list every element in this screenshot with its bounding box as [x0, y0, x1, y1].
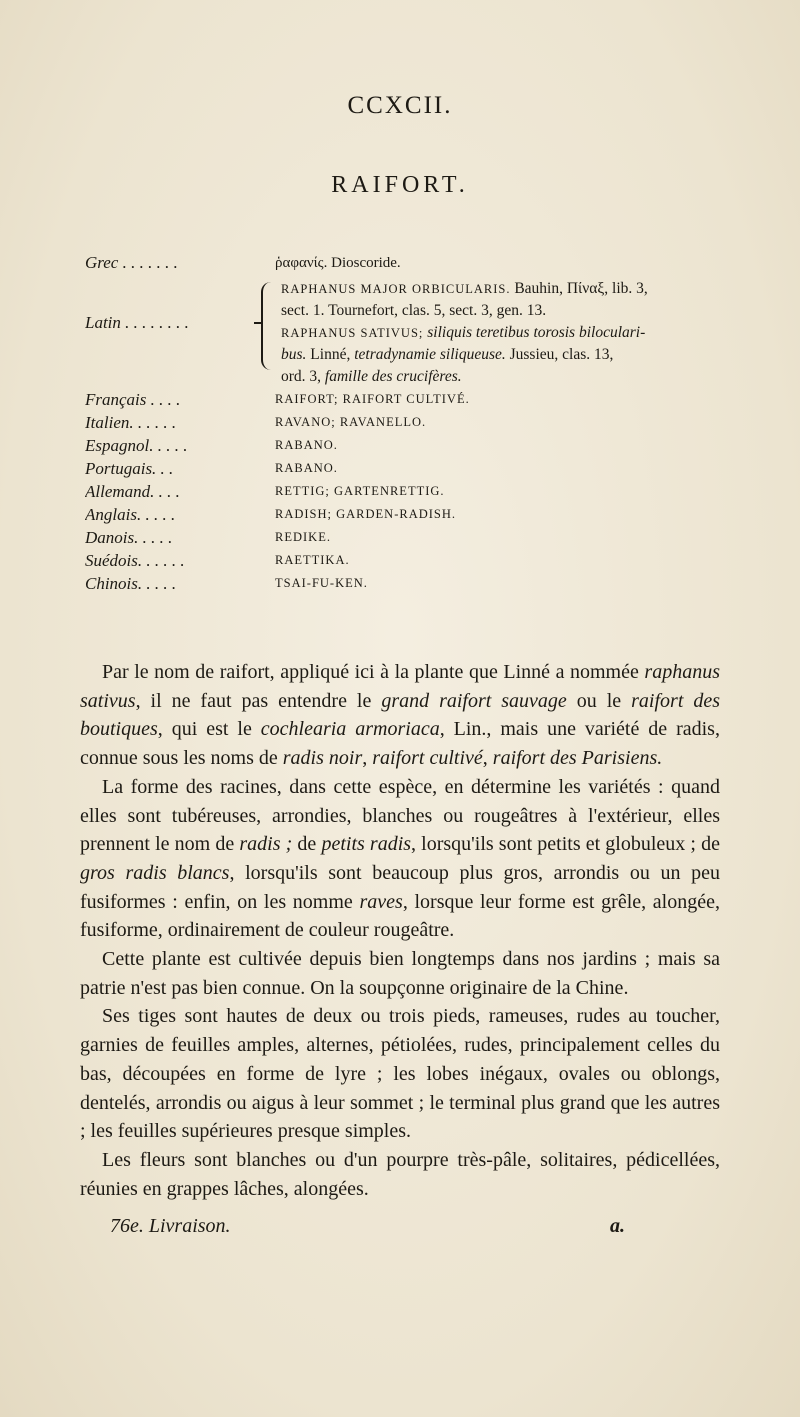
name-value: RADISH; GARDEN-RADISH.: [275, 507, 457, 521]
language-label: Suédois. . . . . .: [85, 551, 185, 570]
language-label: Espagnol. . . . .: [85, 436, 188, 455]
page-footer: [80, 1215, 720, 1245]
name-value: RAETTIKA.: [275, 553, 350, 567]
language-label: Italien. . . . . .: [85, 413, 177, 432]
name-value: RABANO.: [275, 461, 338, 475]
nomenclature-row-allemand: [85, 480, 725, 503]
signature-mark: a.: [610, 1215, 625, 1237]
paragraph-2: La forme des racines, dans cette espèce, en détermine les variétés : quand elles sont tubéreuses, arrondies, blanches ou rougeâtres à l'extérieur, elles prennent le nom de radis ; de petits radis, lorsqu'ils sont petits et globuleux ; de gros radis blancs, lorsqu'ils sont beaucoup plus gros, arrondis ou un peu fusiformes : enfin, on les nomme raves, lorsque leur forme est grêle, alongée, fusiforme, ordinairement de couleur rougeâtre.: [80, 775, 721, 942]
nomenclature-row-grec: [85, 250, 725, 276]
nomenclature-row-francais: [85, 388, 725, 411]
nomenclature-row-suedois: [85, 549, 725, 572]
nomenclature-row-espagnol: [85, 434, 725, 457]
name-value: TSAI-FU-KEN.: [275, 576, 368, 590]
brace-decoration: [261, 282, 277, 370]
name-value: REDIKE.: [275, 530, 331, 544]
entry-title: RAIFORT.: [331, 172, 469, 198]
language-label: Grec . . . . . . .: [85, 253, 178, 272]
name-value: RAIFORT; RAIFORT CULTIVÉ.: [275, 392, 470, 406]
latin-line-5: ord. 3, famille des crucifères.: [281, 368, 462, 385]
latin-line-3: RAPHANUS SATIVUS; siliquis teretibus torosis biloculari-: [281, 324, 646, 341]
paragraph-3: Cette plante est cultivée depuis bien longtemps dans nos jardins ; mais sa patrie n'est pas bien connue. On la soupçonne originaire de la Chine.: [80, 948, 720, 999]
body-text: [80, 658, 720, 1203]
language-label: Danois. . . . .: [85, 528, 173, 547]
nomenclature-table: [85, 250, 725, 595]
nomenclature-row-anglais: [85, 503, 725, 526]
language-label: Portugais. . .: [85, 459, 174, 478]
name-value: RAVANO; RAVANELLO.: [275, 415, 427, 429]
latin-line-2: sect. 1. Tournefort, clas. 5, sect. 3, gen. 13.: [281, 302, 547, 319]
latin-synonyms: [281, 278, 725, 388]
livraison-note: 76e. Livraison.: [110, 1215, 231, 1237]
page-folio: CCXCII.: [347, 92, 453, 119]
nomenclature-row-portugais: [85, 457, 725, 480]
language-label: Latin . . . . . . . .: [85, 313, 189, 332]
paragraph-5: Les fleurs sont blanches ou d'un pourpre très-pâle, solitaires, pédicellées, réunies en grappes lâches, alongées.: [80, 1148, 720, 1200]
language-label: Chinois. . . . .: [85, 574, 177, 593]
language-label: Français . . . .: [85, 390, 181, 409]
nomenclature-row-italien: [85, 411, 725, 434]
latin-line-4: bus. Linné, tetradynamie siliqueuse. Jussieu, clas. 13,: [281, 346, 614, 363]
nomenclature-row-latin: [85, 278, 725, 388]
nomenclature-row-danois: [85, 526, 725, 549]
language-label: Allemand. . . .: [85, 482, 180, 501]
latin-line-1: RAPHANUS MAJOR ORBICULARIS. Bauhin, Πίναξ, lib. 3,: [281, 280, 648, 297]
name-value: RABANO.: [275, 438, 338, 452]
nomenclature-row-chinois: [85, 572, 725, 595]
language-label: Anglais. . . . .: [85, 505, 176, 524]
name-value: RETTIG; GARTENRETTIG.: [275, 484, 445, 498]
paragraph-1: Par le nom de raifort, appliqué ici à la plante que Linné a nommée raphanus sativus, il ne faut pas entendre le grand raifort sauvage ou le raifort des boutiques, qui est le cochlearia armoriaca, Lin., mais une variété de radis, connue sous les noms de radis noir, raifort cultivé, raifort des Parisiens.: [80, 661, 720, 770]
paragraph-4: Ses tiges sont hautes de deux ou trois pieds, rameuses, rudes au toucher, garnies de feuilles amples, alternes, pétiolées, rudes, principalement celles du bas, découpées en forme de lyre ; les lobes inégaux, ovales ou oblongs, dentelés, arrondis ou aigus à leur sommet ; le terminal plus grand que les autres ; les feuilles supérieures presque simples.: [80, 1005, 720, 1143]
name-value: ῥαφανίς. Dioscoride.: [275, 255, 401, 271]
